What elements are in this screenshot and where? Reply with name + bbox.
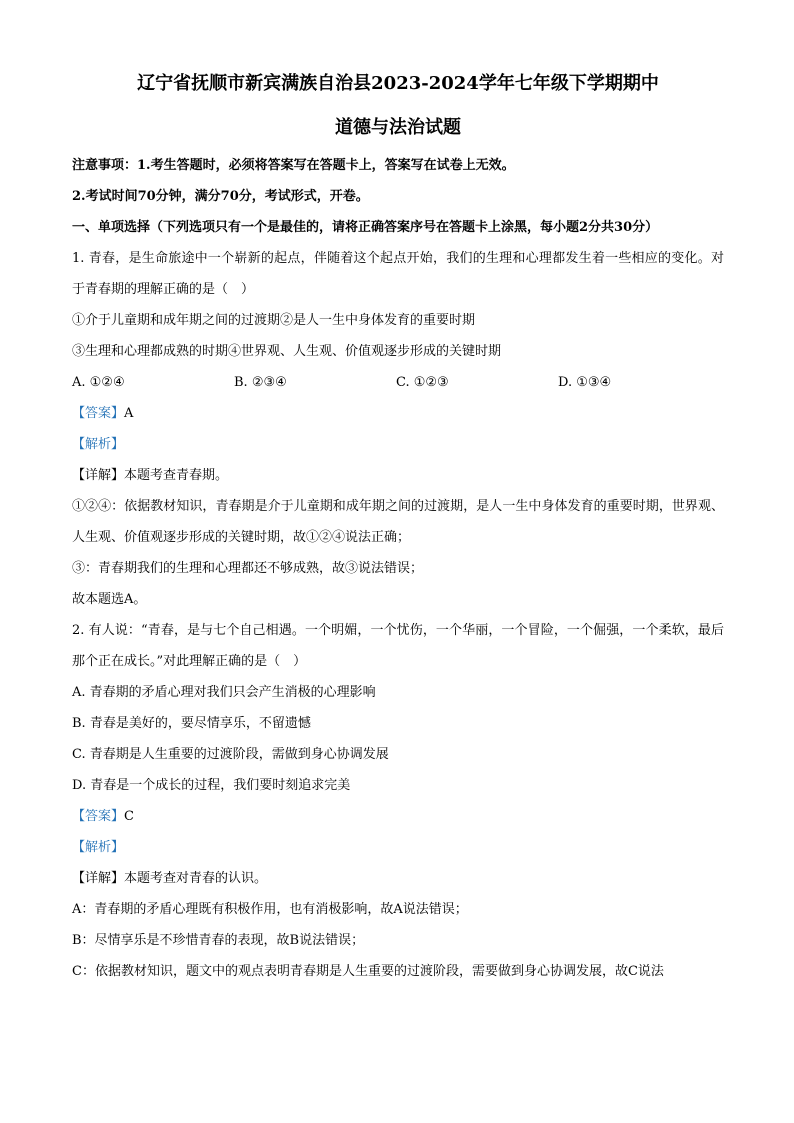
q1-detail-text: 本题考查青春期。	[124, 468, 229, 483]
exam-subject: 道德与法治试题	[335, 117, 461, 138]
q1-option-d: D. ①③④	[558, 375, 612, 390]
answer-tag: 【答案】	[72, 406, 125, 421]
q1-answer	[72, 398, 724, 429]
q2-option-a: A. 青春期的矛盾心理对我们只会产生消极的心理影响	[72, 685, 376, 700]
q1-option-c: C. ①②③	[396, 375, 449, 390]
q2-stem: 2. 有人说：“青春，是与七个自己相遇。一个明媚，一个忧伤，一个华丽，一个冒险，一个倔强，一个柔软，最后那个正在成长。”对此理解正确的是（ ）	[72, 623, 724, 669]
q1-explanation-2: ③：青春期我们的生理和心理都还不够成熟，故③说法错误；	[72, 561, 424, 576]
detail-tag: 【详解】	[72, 468, 125, 483]
q2-answer	[72, 801, 724, 832]
exam-title: 辽宁省抚顺市新宾满族自治县2023-2024学年七年级下学期期中	[137, 73, 659, 94]
analysis-tag: 【解析】	[72, 437, 125, 452]
q1-answer-value: A	[124, 406, 134, 421]
analysis-tag: 【解析】	[72, 840, 125, 855]
q1-stem: 1. 青春，是生命旅途中一个崭新的起点，伴随着这个起点开始，我们的生理和心理都发生着一些相应的变化。对于青春期的理解正确的是（ ）	[72, 251, 724, 297]
notice-line-1: 注意事项：1.考生答题时，必须将答案写在答题卡上，答案写在试卷上无效。	[72, 158, 515, 173]
section-heading: 一、单项选择（下列选项只有一个是最佳的，请将正确答案序号在答题卡上涂黑，每小题2分共30分）	[72, 220, 659, 235]
q1-detail	[72, 460, 724, 491]
q1-options	[72, 367, 724, 398]
q1-option-b: B. ②③④	[234, 375, 287, 390]
exam-page	[72, 60, 724, 987]
answer-tag: 【答案】	[72, 809, 125, 824]
q2-option-c: C. 青春期是人生重要的过渡阶段，需做到身心协调发展	[72, 747, 389, 762]
notice-line-2: 2.考试时间70分钟，满分70分，考试形式，开卷。	[72, 189, 369, 204]
detail-tag: 【详解】	[72, 871, 125, 886]
q1-option-a: A. ①②④	[72, 375, 125, 390]
q1-explanation-1: ①②④：依据教材知识，青春期是介于儿童期和成年期之间的过渡期，是人一生中身体发育的重要时期，世界观、人生观、价值观逐步形成的关键时期，故①②④说法正确；	[72, 499, 724, 545]
q2-detail-text: 本题考查对青春的认识。	[124, 871, 268, 886]
q1-items-line-2: ③生理和心理都成熟的时期④世界观、人生观、价值观逐步形成的关键时期	[72, 344, 502, 359]
q2-analysis	[72, 832, 724, 863]
q2-answer-value: C	[124, 809, 134, 824]
q1-analysis	[72, 429, 724, 460]
q2-explanation-a: A：青春期的矛盾心理既有积极作用，也有消极影响，故A说法错误；	[72, 902, 468, 917]
q2-explanation-c: C：依据教材知识，题文中的观点表明青春期是人生重要的过渡阶段，需要做到身心协调发展，故C说法	[72, 964, 664, 979]
q1-items-line-1: ①介于儿童期和成年期之间的过渡期②是人一生中身体发育的重要时期	[72, 313, 476, 328]
q2-option-d: D. 青春是一个成长的过程，我们要时刻追求完美	[72, 778, 351, 793]
q2-detail	[72, 863, 724, 894]
q2-option-b: B. 青春是美好的，要尽情享乐，不留遗憾	[72, 716, 311, 731]
q1-conclusion: 故本题选A。	[72, 592, 147, 607]
q2-explanation-b: B：尽情享乐是不珍惜青春的表现，故B说法错误；	[72, 933, 365, 948]
